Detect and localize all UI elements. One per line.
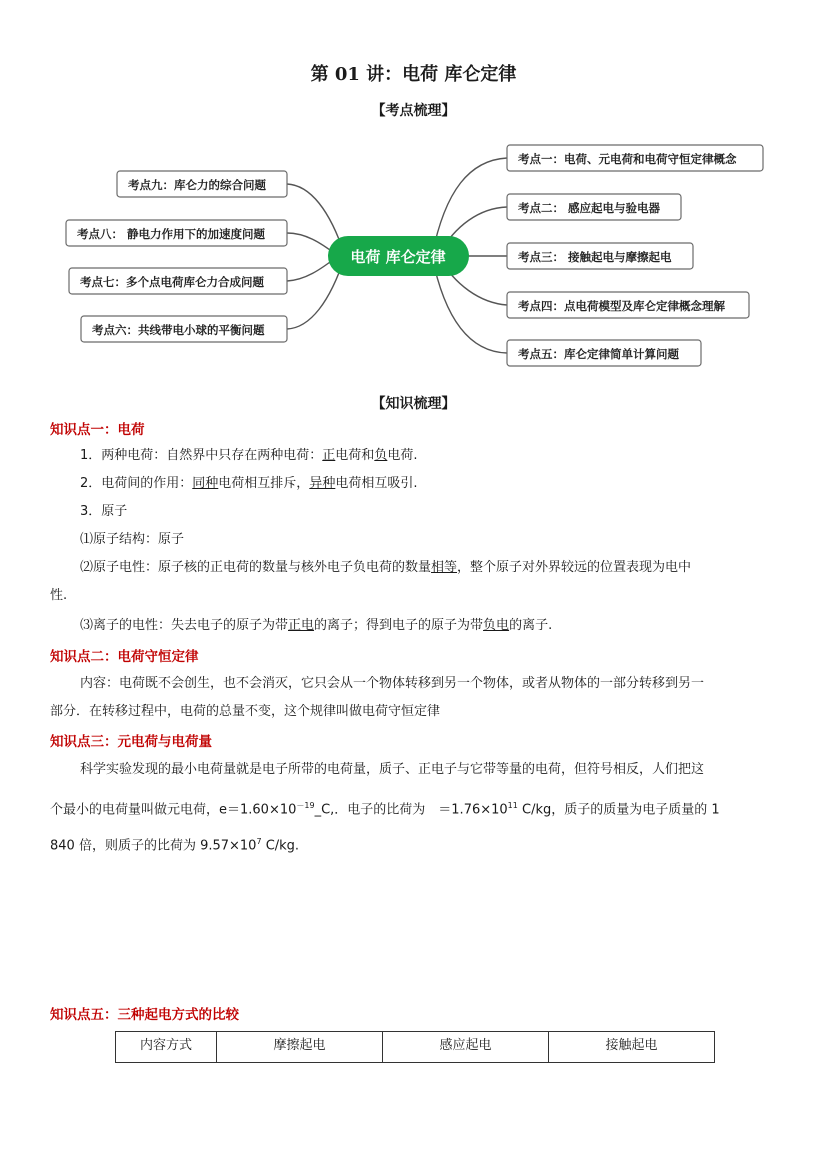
kp3-heading: 知识点三：元电荷与电荷量 <box>50 734 212 750</box>
kaodian-5-label: 考点五：库仑定律简单计算问题 <box>518 347 679 361</box>
kaodian-7-label: 考点七：多个点电荷库仑力合成问题 <box>80 275 264 289</box>
kaodian-1-label: 考点一：电荷、元电荷和电荷守恒定律概念 <box>518 152 737 166</box>
table-header-row <box>116 1032 715 1063</box>
section-heading-kaodian: 【考点梳理】 <box>371 103 456 119</box>
kaodian-4-label: 考点四：点电荷模型及库仑定律概念理解 <box>518 299 725 313</box>
kp3-line1: 科学实验发现的最小电荷量就是电子所带的电荷量，质子、正电子与它带等量的电荷，但符号相反，人们把这 <box>80 762 705 777</box>
kaodian-6-label: 考点六：共线带电小球的平衡问题 <box>92 323 265 337</box>
comparison-table <box>115 1031 715 1063</box>
kp1-line5-cont: 性. <box>50 588 68 603</box>
table-header-cell: 感应起电 <box>383 1032 549 1063</box>
kp1-line5: ⑵原子电性：原子核的正电荷的数量与核外电子负电荷的数量相等，整个原子对外界较远的位置表现为电中 <box>80 560 692 575</box>
table-header-cell: 摩擦起电 <box>217 1032 383 1063</box>
kp1-line4: ⑴原子结构：原子 <box>80 532 185 547</box>
kp5-heading: 知识点五：三种起电方式的比较 <box>50 1007 239 1023</box>
kaodian-2-label: 考点二： 感应起电与验电器 <box>518 201 661 215</box>
table-header-cell: 接触起电 <box>549 1032 715 1063</box>
kp1-line6: ⑶离子的电性：失去电子的原子为带正电的离子；得到电子的原子为带负电的离子. <box>80 618 553 633</box>
section-heading-zhishi: 【知识梳理】 <box>371 396 456 412</box>
kp1-heading: 知识点一：电荷 <box>50 422 145 438</box>
kp2-heading: 知识点二：电荷守恒定律 <box>50 649 199 665</box>
kp2-line1: 内容：电荷既不会创生，也不会消灭，它只会从一个物体转移到另一个物体，或者从物体的一部分转移到另一 <box>80 676 705 691</box>
kaodian-3-label: 考点三： 接触起电与摩擦起电 <box>518 250 672 264</box>
center-node-label: 电荷 库仑定律 <box>350 248 446 266</box>
mind-map <box>0 130 827 380</box>
kp1-line3: 3．原子 <box>80 504 128 519</box>
kaodian-8-label: 考点八： 静电力作用下的加速度问题 <box>77 227 266 241</box>
page-title: 第 01 讲：电荷 库仑定律 <box>310 64 517 85</box>
kp3-line2: 个最小的电荷量叫做元电荷，$e=1.60\times 10^{-19}\_C$,．电子的比荷为 $=1.76\times 10^{11}$ C/kg，质子的质量为电子质量的 1 <box>50 801 720 818</box>
kp3-line3: 840 倍，则质子的比荷为 $9.57\times 10^7$ C/kg. <box>50 837 300 854</box>
kaodian-9-label: 考点九：库仑力的综合问题 <box>128 178 266 192</box>
kp1-line1: 1．两种电荷：自然界中只存在两种电荷：正电荷和负电荷. <box>80 448 418 463</box>
kp1-line2: 2．电荷间的作用：同种电荷相互排斥，异种电荷相互吸引. <box>80 476 418 491</box>
kp2-line2: 部分．在转移过程中，电荷的总量不变，这个规律叫做电荷守恒定律 <box>50 704 441 719</box>
table-header-cell: 内容方式 <box>116 1032 217 1063</box>
